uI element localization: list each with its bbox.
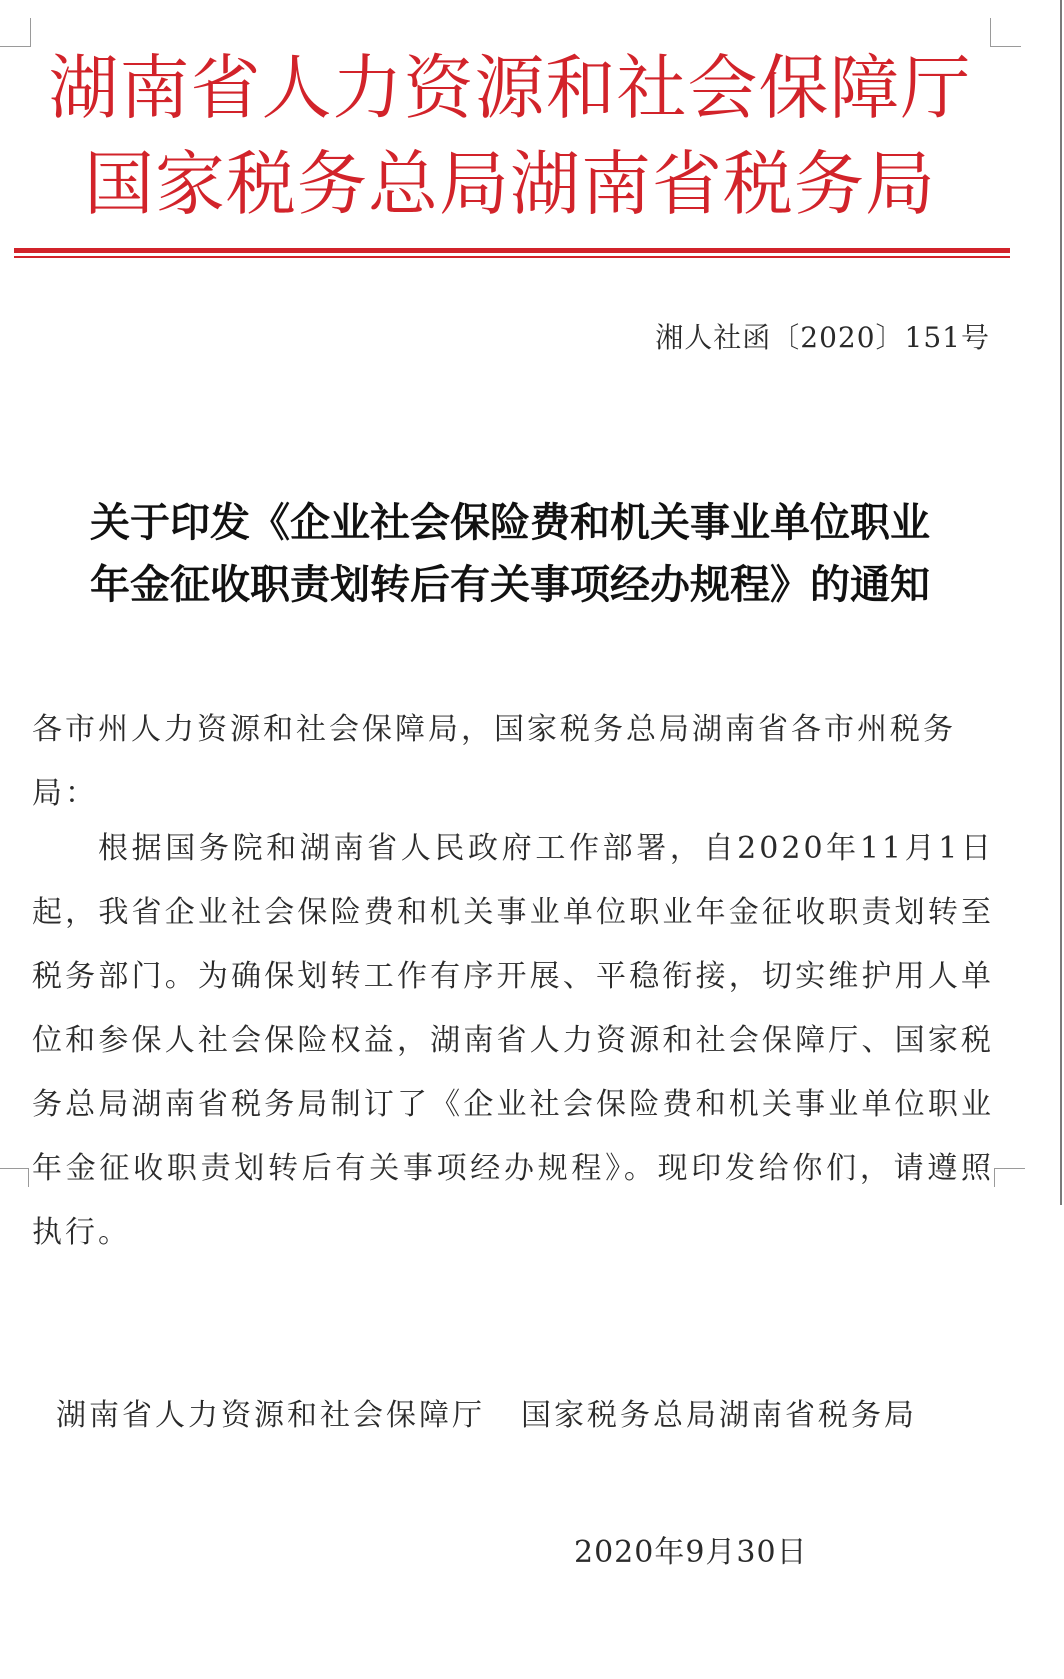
title-line-1: 关于印发《企业社会保险费和机关事业单位职业 (90, 500, 930, 546)
signatories (56, 1390, 917, 1434)
addressee: 各市州人力资源和社会保障局，国家税务总局湖南省各市州税务局： (32, 712, 956, 811)
document-title (0, 492, 1020, 616)
crop-mark-bottom-right (994, 1168, 1025, 1187)
signatory-1: 湖南省人力资源和社会保障厅 (56, 1398, 485, 1433)
document-number: 湘人社函〔2020〕151号 (655, 321, 990, 354)
issue-date: 2020年9月30日 (574, 1535, 808, 1570)
page-edge-line (1060, 0, 1062, 1205)
header-line-1: 湖南省人力资源和社会保障厅 (48, 47, 972, 129)
red-header-rule (14, 248, 1010, 253)
issuing-authority-header (0, 40, 1020, 232)
red-header-rule-thin (14, 256, 1010, 258)
crop-mark-bottom-left (0, 1168, 29, 1187)
body-paragraph: 根据国务院和湖南省人民政府工作部署，自2020年11月1日起，我省企业社会保险费和机关事业单位职业年金征收职责划转至税务部门。为确保划转工作有序开展、平稳衔接，切实维护用人单位和参保人社会保险权益，湖南省人力资源和社会保障厅、国家税务总局湖南省税务局制订了《企业社会保险费和机关事业单位职业年金征收职责划转后有关事项经办规程》。现印发给你们，请遵照执行。 (32, 831, 994, 1250)
title-line-2: 年金征收职责划转后有关事项经办规程》的通知 (90, 562, 930, 608)
header-line-2: 国家税务总局湖南省税务局 (84, 143, 936, 225)
signatory-2: 国家税务总局湖南省税务局 (521, 1398, 917, 1433)
